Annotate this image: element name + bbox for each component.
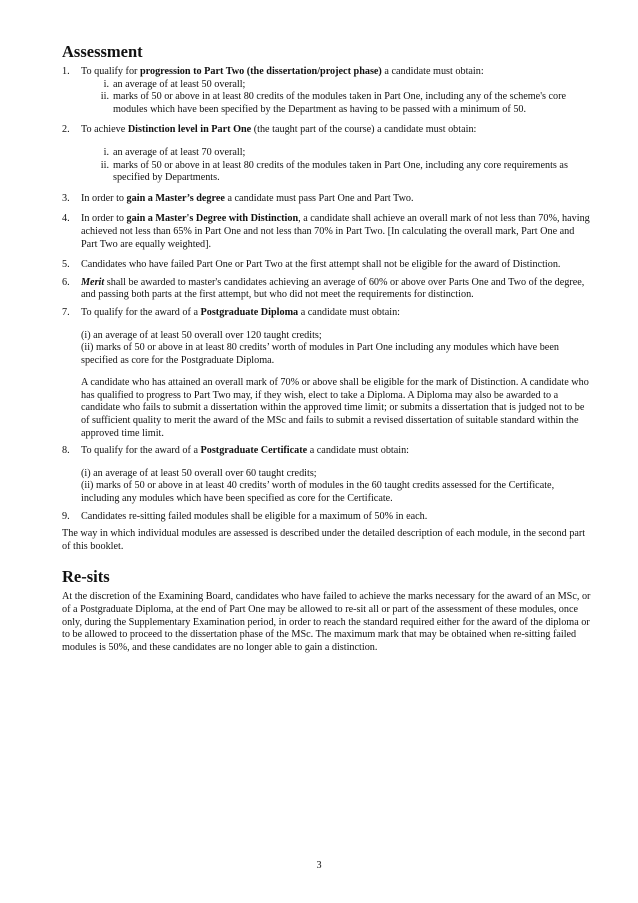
- list-item: [62, 193, 592, 206]
- requirement-line: (ii) marks of 50 or above in at least 40 credits’ worth of modules in the 60 taught credits assessed for the Certificate, including any modules which have been specified as core for the Certificate.: [81, 480, 555, 505]
- item-text: To achieve Distinction level in Part One (the taught part of the course) a candidate must obtain:: [81, 124, 477, 136]
- document-page: [62, 42, 592, 659]
- item-number: 3.: [62, 192, 70, 204]
- sub-item: i. an average of at least 50 overall;: [103, 78, 246, 90]
- item-text: To qualify for the award of a Postgraduate Certificate a candidate must obtain:: [81, 445, 410, 457]
- resits-paragraph: At the discretion of the Examining Board, candidates who have failed to achieve the marks necessary for the award of an MSc, or of a Postgraduate Diploma, at the end of Part One may be allowed to re-sit all or part of the assessment of these modules, once only, during the Supplementary Examination period, in order to reach the standard required either for the award of the diploma or to be allowed to proceed to the dissertation phase of the MSc. The maximum mark that may be obtained when re-sitting failed modules is 50%, and these candidates are no longer able to gain a distinction.: [62, 591, 591, 653]
- item-paragraph: A candidate who has attained an overall mark of 70% or above shall be eligible for the mark of Distinction. A candidate who has qualified to progress to Part Two may, if they wish, elect to take a Diploma. A Diploma may also be awarded to a candidate who fails to submit a dissertation within the approved time limit; or submits a dissertation that is judged not to be of sufficient quality to merit the award of the MSc and fails to submit a revised dissertation of suitable standard within the approved time limit.: [81, 377, 589, 439]
- list-item: [62, 259, 592, 272]
- sub-list: [81, 147, 592, 185]
- sub-item: ii. marks of 50 or above in at least 80 credits of the modules taken in Part One, including any of the scheme's core modules which have been specified by the Department as having to be passed with a minimum of 50.: [100, 91, 567, 115]
- requirement-line: (i) an average of at least 50 overall over 60 taught credits;: [81, 467, 317, 479]
- item-text: To qualify for the award of a Postgraduate Diploma a candidate must obtain:: [81, 306, 401, 318]
- list-item: [62, 445, 592, 505]
- closing-paragraph: The way in which individual modules are assessed is described under the detailed description of each module, in the second part of this booklet.: [62, 528, 586, 552]
- list-item: [62, 124, 592, 184]
- item-number: 1.: [62, 66, 70, 77]
- item-text: Candidates who have failed Part One or Part Two at the first attempt shall not be eligible for the award of Distinction.: [81, 259, 561, 271]
- item-number: 9.: [62, 510, 70, 522]
- assessment-heading: Assessment: [62, 42, 143, 61]
- item-text: In order to gain a Master’s degree a candidate must pass Part One and Part Two.: [81, 192, 414, 204]
- requirement-line: (i) an average of at least 50 overall over 120 taught credits;: [81, 329, 322, 341]
- list-item: [62, 307, 592, 440]
- item-number: 2.: [62, 124, 70, 136]
- item-number: 4.: [62, 213, 70, 225]
- item-number: 5.: [62, 259, 70, 271]
- sub-item: i. an average of at least 70 overall;: [103, 146, 246, 158]
- item-number: 7.: [62, 306, 70, 318]
- list-item: [62, 213, 592, 251]
- requirement-line: (ii) marks of 50 or above in at least 80 credits’ worth of modules in Part One including any modules which have been specified as core for the Postgraduate Diploma.: [81, 342, 559, 366]
- list-item: [62, 277, 592, 302]
- list-item: [62, 66, 592, 116]
- item-text: To qualify for progression to Part Two (the dissertation/project phase) a candidate must obtain:: [81, 66, 484, 77]
- sub-list: [81, 79, 592, 117]
- list-item: [62, 511, 592, 524]
- item-number: 6.: [62, 276, 70, 288]
- item-text: In order to gain a Master's Degree with Distinction, a candidate shall achieve an overall mark of not less than 70%, having achieved not less than 65% in Part One and not less than 70% in Part Two. [In calculating the overall mark, Part One and Part Two are equally weighted].: [81, 213, 590, 250]
- item-number: 8.: [62, 445, 70, 457]
- resits-heading: Re-sits: [62, 567, 110, 587]
- item-text: Candidates re-sitting failed modules shall be eligible for a maximum of 50% in each.: [81, 510, 428, 522]
- sub-item: ii. marks of 50 or above in at least 80 credits of the modules taken in Part One, including any core requirements as specified by Departments.: [100, 159, 568, 184]
- item-text: Merit shall be awarded to master's candidates achieving an average of 60% or above over Parts One and Two of the degree, and passing both parts at the first attempt, but who did not meet the requirements for distinction.: [81, 276, 585, 301]
- page-number: 3: [316, 860, 322, 871]
